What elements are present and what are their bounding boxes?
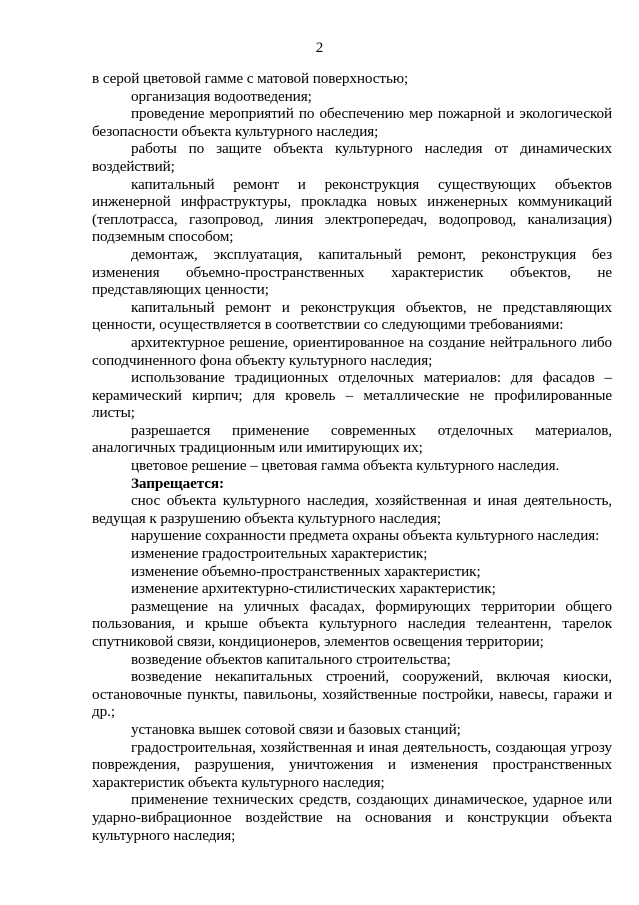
paragraph: установка вышек сотовой связи и базовых станций; xyxy=(131,720,461,738)
paragraph: разрешается применение современных отделочных материалов, аналогичных традиционным или имитирующих их; xyxy=(92,421,612,457)
paragraph: возведение некапитальных строений, сооружений, включая киоски, остановочные пункты, павильоны, хозяйственные постройки, навесы, гаражи и др.; xyxy=(92,668,612,721)
paragraph: работы по защите объекта культурного наследия от динамических воздействий; xyxy=(92,140,612,175)
page-number: 2 xyxy=(315,40,324,56)
paragraph: размещение на уличных фасадах, формирующих территории общего пользования, и крыше объекта культурного наследия телеантенн, тарелок спутниковой связи, кондиционеров, элементов освещения территории; xyxy=(92,597,612,650)
paragraph: нарушение сохранности предмета охраны объекта культурного наследия: xyxy=(131,527,600,545)
paragraph: возведение объектов капитального строительства; xyxy=(131,650,451,668)
paragraph: изменение архитектурно-стилистических характеристик; xyxy=(131,580,496,598)
section-heading: Запрещается: xyxy=(131,474,224,492)
document-body xyxy=(92,70,612,844)
paragraph: изменение градостроительных характеристик; xyxy=(131,545,428,563)
paragraph: снос объекта культурного наследия, хозяйственная и иная деятельность, ведущая к разрушению объекта культурного наследия; xyxy=(92,492,612,527)
paragraph: проведение мероприятий по обеспечению мер пожарной и экологической безопасности объекта культурного наследия; xyxy=(92,105,612,140)
paragraph: организация водоотведения; xyxy=(131,87,312,105)
paragraph: градостроительная, хозяйственная и иная деятельность, создающая угрозу повреждения, разрушения, уничтожения и изменения пространственных характеристик объекта культурного наследия; xyxy=(92,738,612,791)
paragraph: капитальный ремонт и реконструкция существующих объектов инженерной инфраструктуры, прокладка новых инженерных коммуникаций (теплотрасса, газопровод, линия электропередач, водопровод, канализация) подземным способом; xyxy=(92,175,612,246)
paragraph: капитальный ремонт и реконструкция объектов, не представляющих ценности, осуществляется в соответствии со следующими требованиями: xyxy=(92,298,612,334)
paragraph: архитектурное решение, ориентированное на создание нейтрального либо соподчиненного фона объекту культурного наследия; xyxy=(92,333,612,369)
paragraph: изменение объемно-пространственных характеристик; xyxy=(131,562,481,580)
paragraph: применение технических средств, создающих динамическое, ударное или ударно-вибрационное воздействие на основания и конструкции объекта культурного наследия; xyxy=(92,791,612,844)
paragraph: использование традиционных отделочных материалов: для фасадов – керамический кирпич; для кровель – металлические не профилированные листы; xyxy=(92,369,612,422)
paragraph: цветовое решение – цветовая гамма объекта культурного наследия. xyxy=(131,457,560,475)
paragraph: в серой цветовой гамме с матовой поверхностью; xyxy=(92,70,409,87)
paragraph: демонтаж, эксплуатация, капитальный ремонт, реконструкция без изменения объемно-пространственных характеристик объектов, не представляющих ценности; xyxy=(92,245,612,299)
